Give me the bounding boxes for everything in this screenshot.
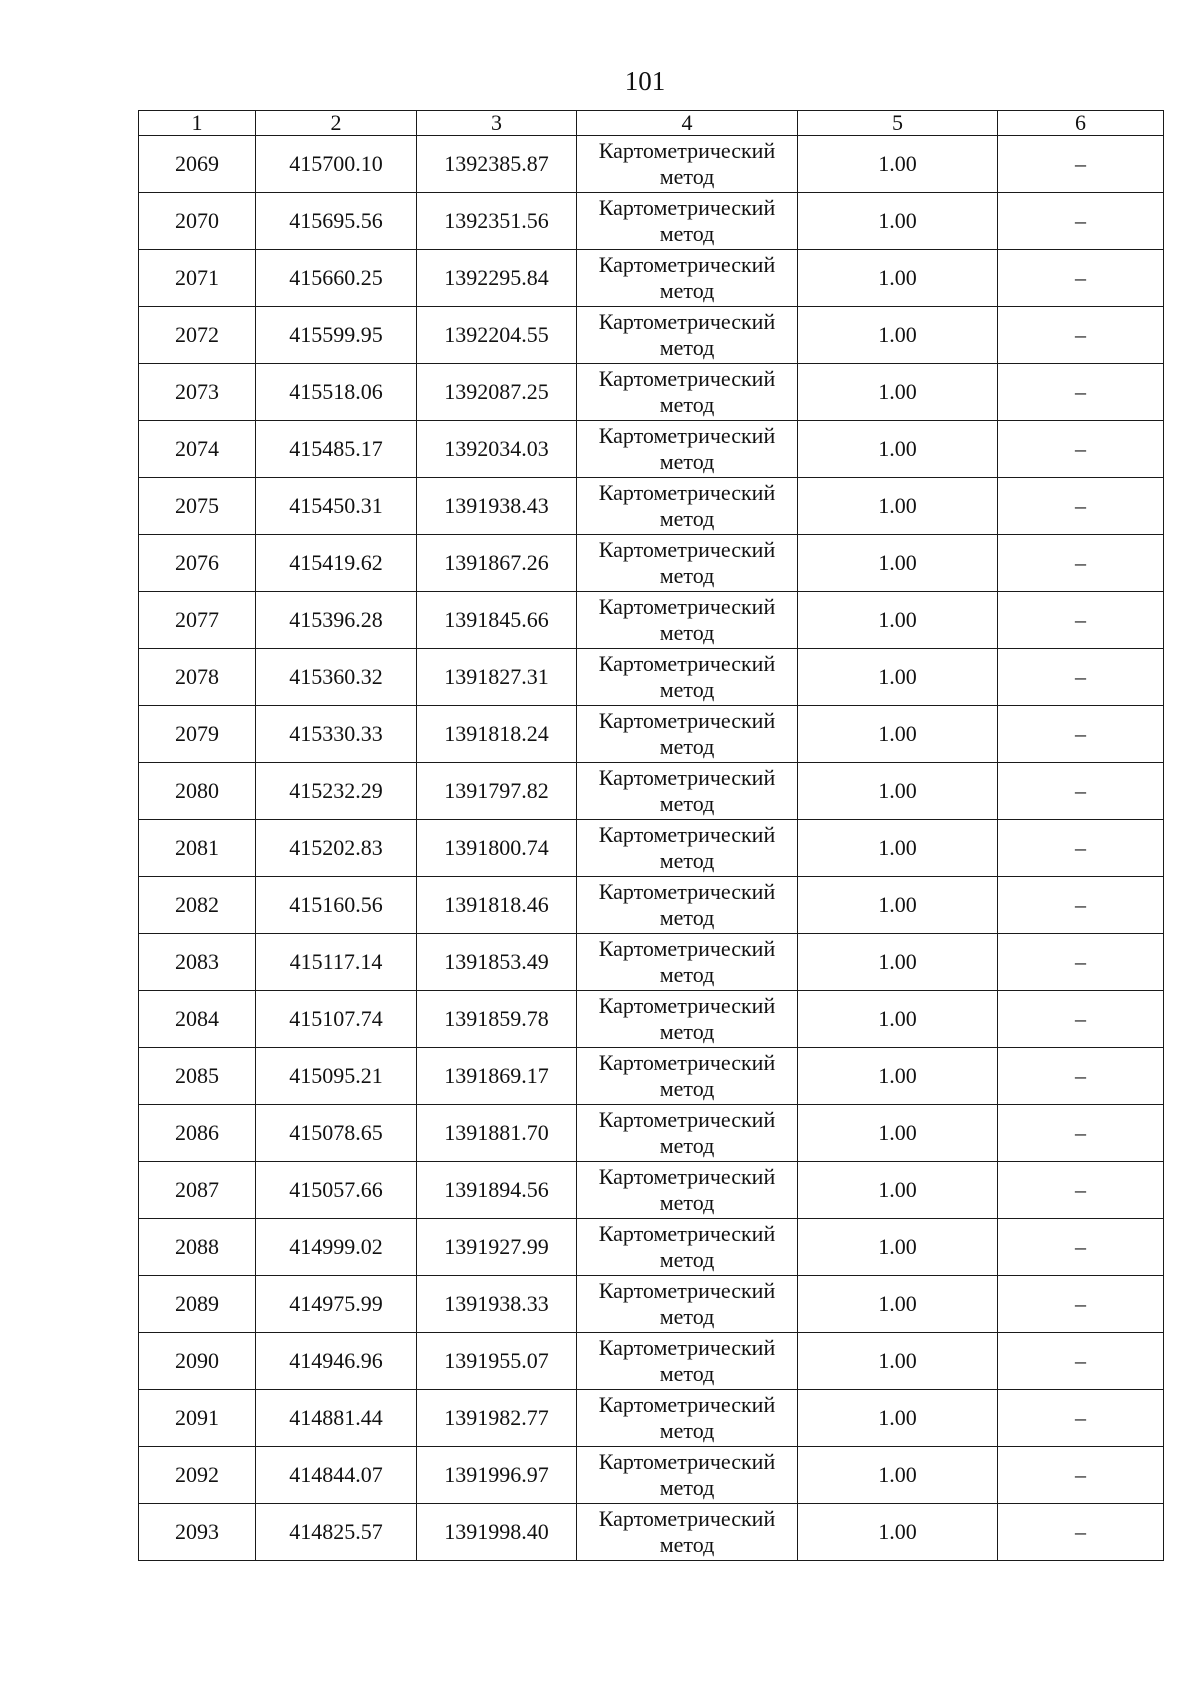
method-cell: [577, 478, 798, 535]
y-coordinate-cell: 1392034.03: [417, 421, 577, 478]
x-coordinate-cell: 415419.62: [256, 535, 417, 592]
method-line-1: Картометрический: [598, 1164, 776, 1189]
method-line-2: метод: [659, 848, 715, 873]
x-coordinate-cell: 415232.29: [256, 763, 417, 820]
accuracy-cell: 1.00: [798, 1048, 998, 1105]
accuracy-cell: 1.00: [798, 1276, 998, 1333]
point-number-cell: 2079: [139, 706, 256, 763]
method-cell: [577, 649, 798, 706]
point-number-cell: 2078: [139, 649, 256, 706]
y-coordinate-cell: 1391938.43: [417, 478, 577, 535]
method-line-2: метод: [659, 1532, 715, 1557]
method-line-1: Картометрический: [598, 651, 776, 676]
method-line-2: метод: [659, 905, 715, 930]
method-cell: [577, 1390, 798, 1447]
x-coordinate-cell: 414881.44: [256, 1390, 417, 1447]
method-line-1: Картометрический: [598, 195, 776, 220]
note-cell: –: [998, 1105, 1164, 1162]
method-line-2: метод: [659, 335, 715, 360]
accuracy-cell: 1.00: [798, 535, 998, 592]
note-cell: –: [998, 1162, 1164, 1219]
method-line-1: Картометрический: [598, 252, 776, 277]
accuracy-cell: 1.00: [798, 934, 998, 991]
column-header: 5: [798, 111, 998, 136]
method-line-2: метод: [659, 392, 715, 417]
note-cell: –: [998, 250, 1164, 307]
x-coordinate-cell: 415700.10: [256, 136, 417, 193]
point-number-cell: 2087: [139, 1162, 256, 1219]
page-number: 101: [624, 66, 666, 96]
table-row: [139, 877, 1164, 934]
method-line-1: Картометрический: [598, 138, 776, 163]
method-cell: [577, 763, 798, 820]
accuracy-cell: 1.00: [798, 649, 998, 706]
point-number-cell: 2088: [139, 1219, 256, 1276]
method-line-1: Картометрический: [598, 423, 776, 448]
y-coordinate-cell: 1392351.56: [417, 193, 577, 250]
accuracy-cell: 1.00: [798, 364, 998, 421]
x-coordinate-cell: 415695.56: [256, 193, 417, 250]
note-cell: –: [998, 1390, 1164, 1447]
method-line-2: метод: [659, 734, 715, 759]
note-cell: –: [998, 877, 1164, 934]
note-cell: –: [998, 421, 1164, 478]
method-line-1: Картометрический: [598, 879, 776, 904]
method-line-2: метод: [659, 1475, 715, 1500]
table-row: [139, 1162, 1164, 1219]
y-coordinate-cell: 1391996.97: [417, 1447, 577, 1504]
y-coordinate-cell: 1391938.33: [417, 1276, 577, 1333]
y-coordinate-cell: 1391845.66: [417, 592, 577, 649]
y-coordinate-cell: 1392385.87: [417, 136, 577, 193]
point-number-cell: 2074: [139, 421, 256, 478]
point-number-cell: 2090: [139, 1333, 256, 1390]
point-number-cell: 2080: [139, 763, 256, 820]
accuracy-cell: 1.00: [798, 820, 998, 877]
method-line-2: метод: [659, 1304, 715, 1329]
accuracy-cell: 1.00: [798, 763, 998, 820]
note-cell: –: [998, 1504, 1164, 1561]
method-cell: [577, 1447, 798, 1504]
point-number-cell: 2071: [139, 250, 256, 307]
x-coordinate-cell: 415360.32: [256, 649, 417, 706]
method-line-1: Картометрический: [598, 765, 776, 790]
method-line-1: Картометрический: [598, 1392, 776, 1417]
point-number-cell: 2069: [139, 136, 256, 193]
accuracy-cell: 1.00: [798, 1390, 998, 1447]
accuracy-cell: 1.00: [798, 193, 998, 250]
method-cell: [577, 706, 798, 763]
table-row: [139, 478, 1164, 535]
x-coordinate-cell: 414975.99: [256, 1276, 417, 1333]
accuracy-cell: 1.00: [798, 1162, 998, 1219]
note-cell: –: [998, 307, 1164, 364]
y-coordinate-cell: 1392204.55: [417, 307, 577, 364]
method-line-1: Картометрический: [598, 480, 776, 505]
table-row: [139, 763, 1164, 820]
point-number-cell: 2075: [139, 478, 256, 535]
note-cell: –: [998, 763, 1164, 820]
accuracy-cell: 1.00: [798, 592, 998, 649]
method-line-2: метод: [659, 506, 715, 531]
table-row: [139, 1276, 1164, 1333]
method-line-2: метод: [659, 221, 715, 246]
method-cell: [577, 250, 798, 307]
note-cell: –: [998, 136, 1164, 193]
x-coordinate-cell: 415599.95: [256, 307, 417, 364]
accuracy-cell: 1.00: [798, 478, 998, 535]
table-row: [139, 1219, 1164, 1276]
method-line-2: метод: [659, 563, 715, 588]
method-line-1: Картометрический: [598, 936, 776, 961]
table-row: [139, 364, 1164, 421]
method-line-1: Картометрический: [598, 1335, 776, 1360]
x-coordinate-cell: 414946.96: [256, 1333, 417, 1390]
table-row: [139, 193, 1164, 250]
method-line-1: Картометрический: [598, 822, 776, 847]
y-coordinate-cell: 1391867.26: [417, 535, 577, 592]
table-row: [139, 820, 1164, 877]
method-line-1: Картометрический: [598, 1278, 776, 1303]
method-line-2: метод: [659, 278, 715, 303]
method-cell: [577, 1333, 798, 1390]
y-coordinate-cell: 1392295.84: [417, 250, 577, 307]
y-coordinate-cell: 1391853.49: [417, 934, 577, 991]
method-cell: [577, 934, 798, 991]
accuracy-cell: 1.00: [798, 307, 998, 364]
accuracy-cell: 1.00: [798, 877, 998, 934]
method-line-1: Картометрический: [598, 309, 776, 334]
x-coordinate-cell: 415160.56: [256, 877, 417, 934]
method-line-1: Картометрический: [598, 708, 776, 733]
accuracy-cell: 1.00: [798, 250, 998, 307]
y-coordinate-cell: 1391894.56: [417, 1162, 577, 1219]
point-number-cell: 2072: [139, 307, 256, 364]
y-coordinate-cell: 1391955.07: [417, 1333, 577, 1390]
y-coordinate-cell: 1391800.74: [417, 820, 577, 877]
accuracy-cell: 1.00: [798, 1504, 998, 1561]
note-cell: –: [998, 706, 1164, 763]
method-line-2: метод: [659, 962, 715, 987]
table-row: [139, 307, 1164, 364]
point-number-cell: 2091: [139, 1390, 256, 1447]
method-cell: [577, 1048, 798, 1105]
note-cell: –: [998, 1333, 1164, 1390]
note-cell: –: [998, 364, 1164, 421]
x-coordinate-cell: 415485.17: [256, 421, 417, 478]
method-line-2: метод: [659, 164, 715, 189]
note-cell: –: [998, 934, 1164, 991]
method-line-2: метод: [659, 620, 715, 645]
point-number-cell: 2093: [139, 1504, 256, 1561]
table-row: [139, 934, 1164, 991]
method-line-1: Картометрический: [598, 1107, 776, 1132]
method-line-2: метод: [659, 1190, 715, 1215]
method-cell: [577, 1276, 798, 1333]
column-header: 2: [256, 111, 417, 136]
y-coordinate-cell: 1391859.78: [417, 991, 577, 1048]
table-header-row: [139, 111, 1164, 136]
table-row: [139, 250, 1164, 307]
method-line-2: метод: [659, 1133, 715, 1158]
method-cell: [577, 991, 798, 1048]
y-coordinate-cell: 1391927.99: [417, 1219, 577, 1276]
x-coordinate-cell: 415660.25: [256, 250, 417, 307]
point-number-cell: 2085: [139, 1048, 256, 1105]
point-number-cell: 2084: [139, 991, 256, 1048]
point-number-cell: 2089: [139, 1276, 256, 1333]
accuracy-cell: 1.00: [798, 1447, 998, 1504]
method-line-1: Картометрический: [598, 537, 776, 562]
method-cell: [577, 1105, 798, 1162]
point-number-cell: 2086: [139, 1105, 256, 1162]
point-number-cell: 2092: [139, 1447, 256, 1504]
method-cell: [577, 364, 798, 421]
note-cell: –: [998, 991, 1164, 1048]
x-coordinate-cell: 415107.74: [256, 991, 417, 1048]
note-cell: –: [998, 1219, 1164, 1276]
point-number-cell: 2081: [139, 820, 256, 877]
y-coordinate-cell: 1391982.77: [417, 1390, 577, 1447]
table-row: [139, 1390, 1164, 1447]
method-line-2: метод: [659, 1247, 715, 1272]
x-coordinate-cell: 415330.33: [256, 706, 417, 763]
note-cell: –: [998, 1447, 1164, 1504]
note-cell: –: [998, 649, 1164, 706]
note-cell: –: [998, 1276, 1164, 1333]
method-line-1: Картометрический: [598, 1449, 776, 1474]
method-line-2: метод: [659, 1361, 715, 1386]
method-cell: [577, 820, 798, 877]
table-row: [139, 706, 1164, 763]
x-coordinate-cell: 415057.66: [256, 1162, 417, 1219]
method-line-1: Картометрический: [598, 993, 776, 1018]
method-cell: [577, 1504, 798, 1561]
column-header: 1: [139, 111, 256, 136]
method-line-2: метод: [659, 1076, 715, 1101]
point-number-cell: 2077: [139, 592, 256, 649]
table-row: [139, 1504, 1164, 1561]
table-row: [139, 136, 1164, 193]
point-number-cell: 2083: [139, 934, 256, 991]
x-coordinate-cell: 414825.57: [256, 1504, 417, 1561]
method-line-1: Картометрический: [598, 1506, 776, 1531]
x-coordinate-cell: 415117.14: [256, 934, 417, 991]
x-coordinate-cell: 415450.31: [256, 478, 417, 535]
x-coordinate-cell: 414844.07: [256, 1447, 417, 1504]
accuracy-cell: 1.00: [798, 1105, 998, 1162]
x-coordinate-cell: 415396.28: [256, 592, 417, 649]
method-line-1: Картометрический: [598, 594, 776, 619]
y-coordinate-cell: 1391827.31: [417, 649, 577, 706]
method-cell: [577, 1219, 798, 1276]
table-row: [139, 1105, 1164, 1162]
y-coordinate-cell: 1391869.17: [417, 1048, 577, 1105]
column-header: 3: [417, 111, 577, 136]
table-row: [139, 649, 1164, 706]
table-row: [139, 535, 1164, 592]
x-coordinate-cell: 414999.02: [256, 1219, 417, 1276]
note-cell: –: [998, 193, 1164, 250]
x-coordinate-cell: 415095.21: [256, 1048, 417, 1105]
table-row: [139, 991, 1164, 1048]
x-coordinate-cell: 415518.06: [256, 364, 417, 421]
accuracy-cell: 1.00: [798, 421, 998, 478]
method-line-2: метод: [659, 1019, 715, 1044]
accuracy-cell: 1.00: [798, 706, 998, 763]
note-cell: –: [998, 1048, 1164, 1105]
table-row: [139, 1447, 1164, 1504]
table-row: [139, 1333, 1164, 1390]
table-row: [139, 421, 1164, 478]
table-row: [139, 592, 1164, 649]
y-coordinate-cell: 1391818.46: [417, 877, 577, 934]
note-cell: –: [998, 820, 1164, 877]
method-line-2: метод: [659, 677, 715, 702]
method-line-1: Картометрический: [598, 1050, 776, 1075]
method-line-2: метод: [659, 791, 715, 816]
y-coordinate-cell: 1391998.40: [417, 1504, 577, 1561]
note-cell: –: [998, 478, 1164, 535]
method-cell: [577, 592, 798, 649]
coordinates-table: [138, 110, 1164, 1561]
note-cell: –: [998, 592, 1164, 649]
method-cell: [577, 535, 798, 592]
y-coordinate-cell: 1392087.25: [417, 364, 577, 421]
column-header: 4: [577, 111, 798, 136]
note-cell: –: [998, 535, 1164, 592]
point-number-cell: 2076: [139, 535, 256, 592]
accuracy-cell: 1.00: [798, 1219, 998, 1276]
method-cell: [577, 877, 798, 934]
method-cell: [577, 136, 798, 193]
method-cell: [577, 307, 798, 364]
point-number-cell: 2073: [139, 364, 256, 421]
accuracy-cell: 1.00: [798, 136, 998, 193]
accuracy-cell: 1.00: [798, 1333, 998, 1390]
x-coordinate-cell: 415078.65: [256, 1105, 417, 1162]
accuracy-cell: 1.00: [798, 991, 998, 1048]
column-header: 6: [998, 111, 1164, 136]
y-coordinate-cell: 1391797.82: [417, 763, 577, 820]
method-line-2: метод: [659, 1418, 715, 1443]
method-cell: [577, 193, 798, 250]
method-line-1: Картометрический: [598, 1221, 776, 1246]
point-number-cell: 2082: [139, 877, 256, 934]
method-line-2: метод: [659, 449, 715, 474]
method-cell: [577, 1162, 798, 1219]
y-coordinate-cell: 1391881.70: [417, 1105, 577, 1162]
table-body: [139, 136, 1164, 1561]
y-coordinate-cell: 1391818.24: [417, 706, 577, 763]
method-cell: [577, 421, 798, 478]
point-number-cell: 2070: [139, 193, 256, 250]
method-line-1: Картометрический: [598, 366, 776, 391]
table-row: [139, 1048, 1164, 1105]
x-coordinate-cell: 415202.83: [256, 820, 417, 877]
